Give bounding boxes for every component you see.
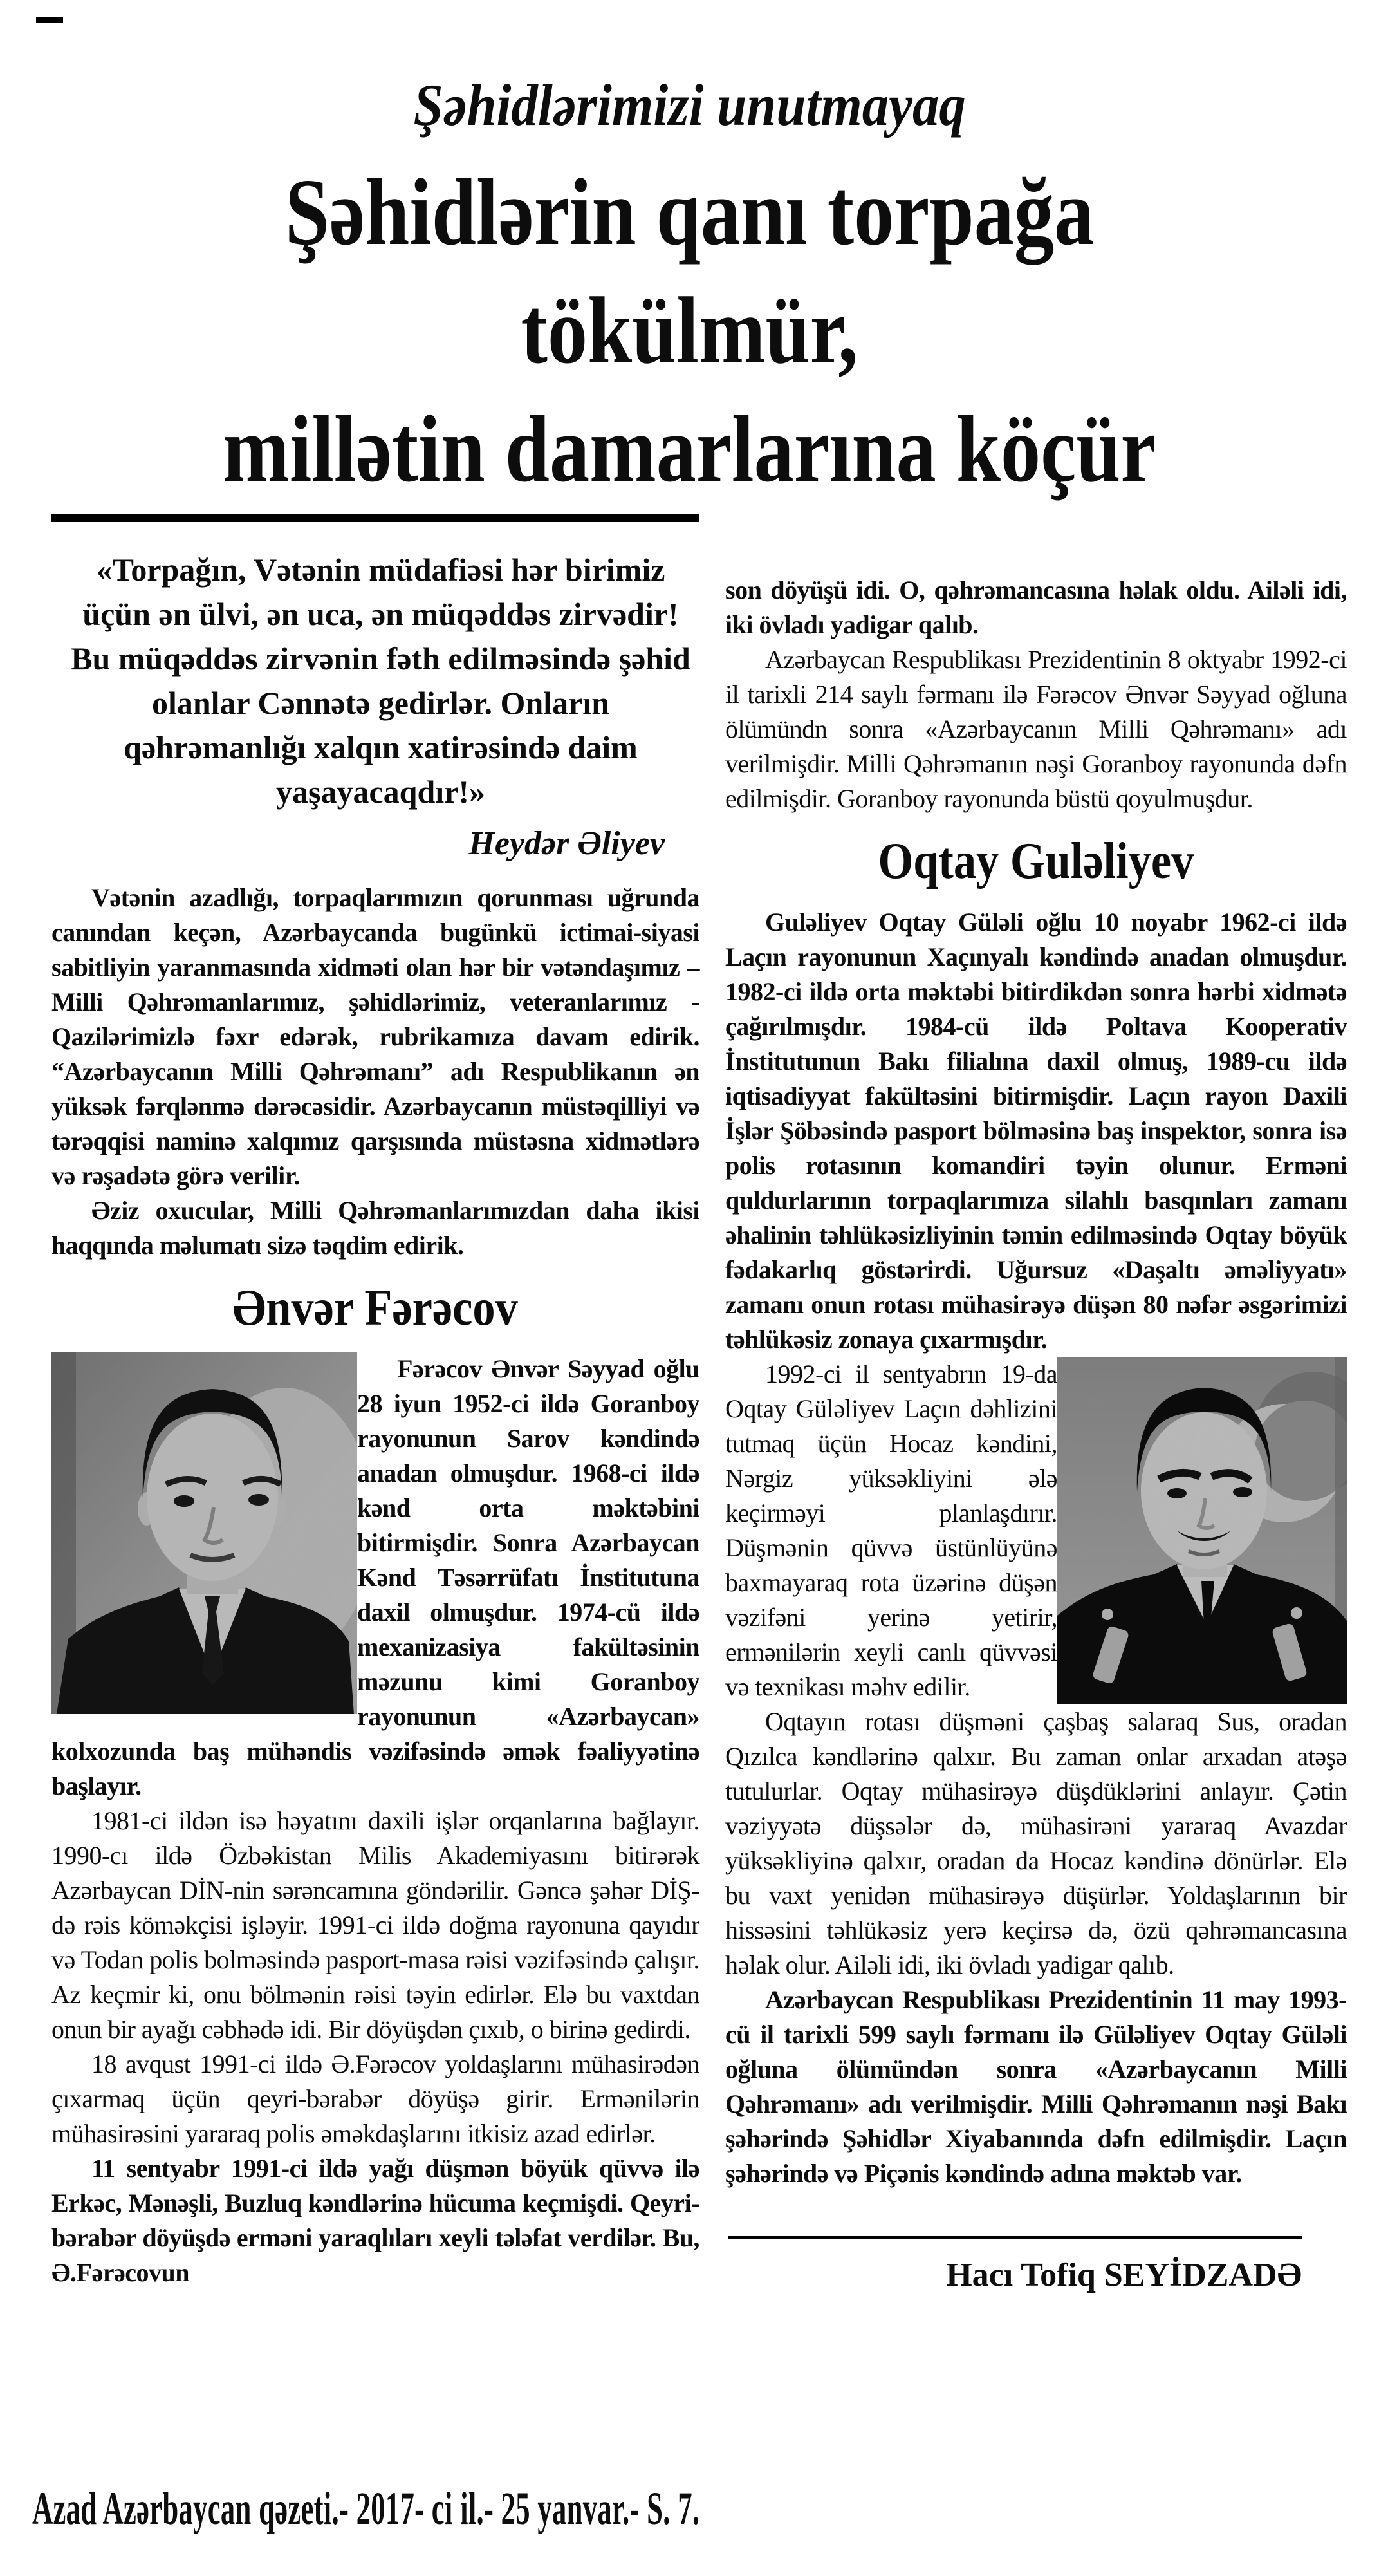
left-column (51, 514, 699, 2290)
intro-paragraph: Vətənin azadlığı, torpaqlarımızın qorunması uğrunda canından keçən, Azərbaycanda bugünkü ictimai-siyasi sabitliyin yaranmasında xidməti olan hər bir vətəndaşımız – Milli Qəhrəmanlarımız, şəhidlərimiz, veteranlarımız - Qazilərimizlə fəxr edərək, rubrikamıza davam edirik. “Azərbaycanın Milli Qəhrəmanı” adı Respublikanın ən yüksək fərqlənmə dərəcəsidir. Azərbaycanın müstəqilliyi və tərəqqisi naminə xalqımız qarşısında müstəsna xidmətlərə və rəşadətə görə verilir. (51, 883, 699, 1190)
intro-paragraph-2: Əziz oxucular, Milli Qəhrəmanlarımızdan daha ikisi haqqında məlumatı sizə təqdim edirik. (51, 1196, 699, 1260)
enver-ferecov-portrait-photo (51, 1352, 357, 1714)
oqtay-gulaliyev-portrait-photo (1057, 1357, 1347, 1704)
author-signature: Hacı Tofiq SEYİDZADƏ (946, 2257, 1302, 2293)
section-heading-oqtay-gulaliyev-text: Oqtay Guləliyev (878, 833, 1194, 890)
continuation-paragraph: son döyüşü idi. O, qəhrəmancasına həlak oldu. Ailəli idi, iki övladı yadigar qalıb. (725, 575, 1347, 639)
section-heading-enver-ferecov-text: Ənvər Fərəcov (232, 1280, 519, 1336)
bio-paragraph-enver-2: 1981-ci ildən isə həyatını daxili işlər orqanlarına bağlayır. 1990-cı ildə Özbəkistan Milis Akademiyasını bitirərək Azərbaycan DİN-nin sərəncamına göndərilir. Gəncə şəhər DİŞ-də rəis köməkçisi işləyir. 1991-ci ildə doğma rayonuna qayıdır və Todan polis bolməsində pasport-masa rəisi vəzifəsində çalışır. Az keçmir ki, onu bölmənin rəisi təyin edirlər. Elə bu vaxtdan onun bir ayağı cəbhədə idi. Bir döyüşdən çıxıb, o birinə gedirdi. (51, 1806, 699, 2044)
section-heading-oqtay-gulaliyev (725, 832, 1347, 891)
kicker (0, 0, 1379, 139)
article-columns (0, 509, 1379, 2294)
section-heading-enver-ferecov (51, 1278, 699, 1338)
quote-attribution: Heydər Əliyev (468, 825, 665, 862)
headline (110, 153, 1268, 509)
quote-text: «Torpağın, Vətənin müdafiəsi hər birimiz üçün ən ülvi, ən uca, ən müqəddəs zirvədir! Bu müqəddəs zirvənin fəth edilməsində şəhid olanlar Cənnətə gedirlər. Onların qəhrəmanlığı xalqın xatirəsində daim yaşayacaqdır!» (71, 552, 690, 810)
portrait-illustration (51, 1352, 357, 1714)
bio-paragraph-oqtay-2: 1992-ci il sentyabrın 19-da Oqtay Güləliyev Laçın dəhlizini tutmaq üçün Hocaz kəndini, Nərgiz yüksəkliyini ələ keçirməyi planlaşdırır. Düşmənin qüvvə üstünlüyünə baxmayaraq rota üzərinə düşən vəzifəni yerinə yetirir, ermənilərin xeyli canlı qüvvəsi və texnikası məhv edilir. (725, 1359, 1057, 1701)
source-citation: Azad Azərbaycan qəzeti.- 2017- ci il.- 25 yanvar.- S. 7. (32, 2483, 700, 2534)
headline-line-2: millətin damarlarına köçür (223, 397, 1156, 502)
headline-line-1: Şəhidlərin qanı torpağa tökülmür, (284, 160, 1095, 384)
bio-paragraph-enver-4: 11 sentyabr 1991-ci ildə yağı düşmən böyük qüvvə ilə Erkəc, Mənəşli, Buzluq kəndlərinə hücuma keçmişdi. Qeyri-bərabər döyüşdə erməni yaraqlıları xeyli tələfat verdilər. Bu, Ə.Fərəcovun (51, 2154, 699, 2287)
signature-rule (728, 2236, 1302, 2239)
bio-paragraph-enver-1: Fərəcov Ənvər Səyyad oğlu 28 iyun 1952-ci ildə Goranboy rayonunun Sarov kəndində anadan olmuşdur. 1968-ci ildə kənd orta məktəbini bitirmişdir. Sonra Azərbaycan Kənd Təsərrüfatı İnstitutuna daxil olmuşdur. 1974-cü ildə mexanizasiya fakültəsinin məzunu kimi Goranboy rayonunun «Azərbaycan» kolxozunda baş mühəndis vəzifəsində əmək fəaliyyətinə başlayır. (51, 1354, 699, 1800)
kicker-text: Şəhidlərimizi unutmayaq (413, 72, 966, 138)
quote-box (51, 514, 699, 863)
bio-paragraph-enver-3: 18 avqust 1991-ci ildə Ə.Fərəcov yoldaşlarını mühasirədən çıxarmaq üçün qeyri-bərabər döyüşə girir. Ermənilərin mühasirəsini yararaq polis əməkdaşlarını itkisiz azad edirlər. (51, 2049, 699, 2148)
right-column (725, 514, 1347, 2294)
scan-artifact (36, 17, 63, 23)
bio-paragraph-oqtay-3: Oqtayın rotası düşməni çaşbaş salaraq Sus, oradan Qızılca kəndlərinə qalxır. Bu zaman onlar arxadan atəşə tutulurlar. Oqtay mühasirəyə düşdüklərini anlayır. Çətin vəziyyətə düşsələr də, mühasirəni yararaq Avazdar yüksəkliyinə qalxır, oradan da Hocaz kəndinə dönürlər. Elə bu vaxt yenidən mühasirəyə düşürlər. Yoldaşlarının bir hissəsini təhlükəsiz yerə keçirsə də, özü qəhrəmancasına həlak olur. Ailəli idi, iki övladı yadigar qalıb. (725, 1707, 1347, 1979)
portrait-illustration (1057, 1357, 1347, 1704)
bio-paragraph-oqtay-1: Guləliyev Oqtay Güləli oğlu 10 noyabr 1962-ci ildə Laçın rayonunun Xaçınyalı kəndində anadan olmuşdur. 1982-ci ildə orta məktəbi bitirdikdən sonra hərbi xidmətə çağırılmışdır. 1984-cü ildə Poltava Kooperativ İnstitutunun Bakı filialına daxil olmuş, 1989-cu ildə iqtisadiyyat fakültəsini bitirmişdir. Laçın rayon Daxili İşlər Şöbəsində pasport bölməsinə baş inspektor, sonra isə polis rotasının komandiri təyin olunur. Erməni quldurlarının torpaqlarımıza silahlı basqınları zamanı əhalinin təhlükəsizliyinin təmin edilməsində Oqtay böyük fədakarlıq göstərirdi. Uğursuz «Daşaltı əməliyyatı» zamanı onun rotası mühasirəyə düşən 80 nəfər əsgərimizi təhlükəsiz zonaya çıxarmışdır. (725, 908, 1347, 1354)
bio-paragraph-oqtay-4: Azərbaycan Respublikası Prezidentinin 11 may 1993-cü il tarixli 599 saylı fərmanı ilə Güləliyev Oqtay Güləli oğluna ölümündən sonra «Azərbaycanın Milli Qəhrəmanı» adı verilmişdir. Milli Qəhrəmanın nəşi Bakı şəhərində Şəhidlər Xiyabanında dəfn edilmişdir. Laçın şəhərində və Piçənis kəndində adına məktəb var. (725, 1985, 1347, 2188)
decree-paragraph-enver: Azərbaycan Respublikası Prezidentinin 8 oktyabr 1992-ci il tarixli 214 saylı fərmanı ilə Fərəcov Ənvər Səyyad oğluna ölümündn sonra «Azərbaycanın Milli Qəhrəmanı» adı verilmişdir. Milli Qəhrəmanın nəşi Goranboy rayonunda dəfn edilmişdir. Goranboy rayonunda büstü qoyulmuşdur. (725, 645, 1347, 813)
